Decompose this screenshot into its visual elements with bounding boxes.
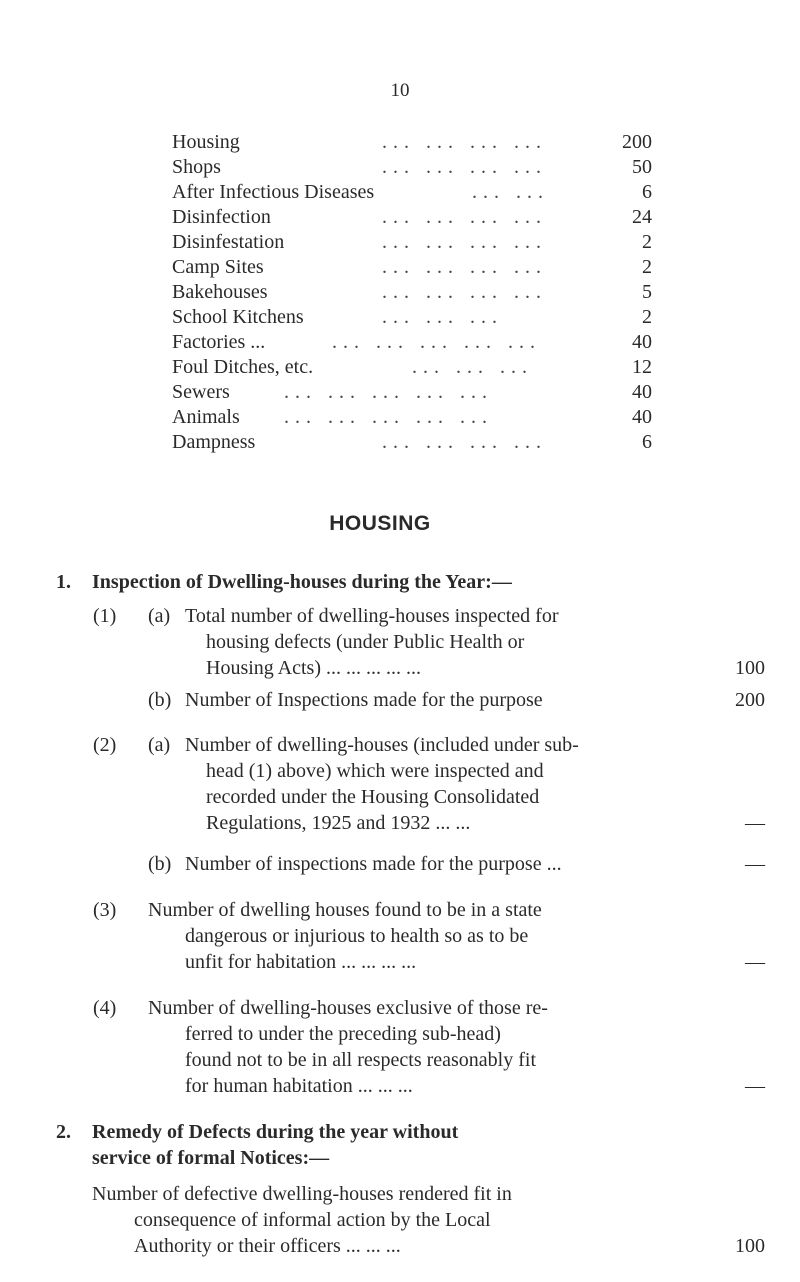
tally-row <box>172 206 652 228</box>
leader-dots: ... ... ... ... <box>382 131 547 153</box>
tally-count: 50 <box>632 156 652 178</box>
sub4-line: ferred to under the preceding sub-head) <box>185 1023 501 1045</box>
tally-row <box>172 406 652 428</box>
tally-label: Foul Ditches, etc. <box>172 356 314 378</box>
page-number: 10 <box>390 80 410 101</box>
item2-heading-text: Remedy of Defects during the year without <box>92 1121 459 1143</box>
leader-dots: ... ... ... ... ... <box>332 331 541 353</box>
item1-heading <box>56 570 512 594</box>
leader-dots: ... ... ... ... <box>382 156 547 178</box>
item2-number: 2. <box>56 1121 71 1143</box>
sub2-a-marker: (a) <box>148 734 171 756</box>
sub4-line: found not to be in all respects reasonably fit <box>185 1049 537 1071</box>
sub1-number: (1) <box>93 605 117 627</box>
tally-row <box>172 331 652 353</box>
tally-count: 6 <box>642 431 652 453</box>
sub3-line: unfit for habitation ... ... ... ... <box>185 951 417 973</box>
leader-dots: ... ... ... ... <box>382 256 547 278</box>
leader-dots: ... ... ... ... ... <box>284 406 493 428</box>
tally-label: Disinfestation <box>172 231 285 253</box>
item2-line: consequence of informal action by the Local <box>134 1209 491 1231</box>
sub2-b-marker: (b) <box>148 853 172 875</box>
item2-heading <box>56 1120 458 1144</box>
tally-row <box>172 381 652 403</box>
sub2-a-line: head (1) above) which were inspected and <box>206 760 544 782</box>
sub4-line: for human habitation ... ... ... <box>185 1075 413 1097</box>
tally-count: 40 <box>632 331 652 353</box>
sub3-line: Number of dwelling houses found to be in a state <box>148 899 542 921</box>
item2-value: 100 <box>735 1235 765 1257</box>
tally-row <box>172 281 652 303</box>
leader-dots: ... ... ... <box>412 356 533 378</box>
sub1-a-line: Total number of dwelling-houses inspected for <box>185 605 559 627</box>
sub3-value: — <box>745 951 765 973</box>
sub2-b-value: — <box>745 853 765 875</box>
sub2-a-value: — <box>745 812 765 834</box>
tally-count: 12 <box>632 356 652 378</box>
leader-dots: ... ... ... ... <box>382 431 547 453</box>
tally-label: Animals <box>172 406 240 428</box>
leader-dots: ... ... ... <box>382 306 503 328</box>
leader-dots: ... ... ... ... <box>382 231 547 253</box>
tally-label: Factories ... <box>172 331 266 353</box>
sub1-a-value: 100 <box>735 657 765 679</box>
sub2-a-line: Regulations, 1925 and 1932 ... ... <box>206 812 471 834</box>
tally-row <box>172 306 652 328</box>
sub1-a-line: Housing Acts) ... ... ... ... ... <box>206 657 421 679</box>
sub2-a-line: recorded under the Housing Consolidated <box>206 786 540 808</box>
tally-row <box>172 431 652 453</box>
sub4-line: Number of dwelling-houses exclusive of those re- <box>148 997 548 1019</box>
tally-label: Sewers <box>172 381 230 403</box>
tally-count: 24 <box>632 206 652 228</box>
sub2-number: (2) <box>93 734 117 756</box>
item2-line: Number of defective dwelling-houses rendered fit in <box>92 1183 512 1205</box>
tally-label: Camp Sites <box>172 256 264 278</box>
sub4-value: — <box>745 1075 765 1097</box>
tally-label: Dampness <box>172 431 256 453</box>
tally-row <box>172 231 652 253</box>
sub2-b-text: Number of inspections made for the purpose ... <box>185 853 562 875</box>
sub3-line: dangerous or injurious to health so as to be <box>185 925 529 947</box>
sub1-a-line: housing defects (under Public Health or <box>206 631 525 653</box>
leader-dots: ... ... <box>472 181 549 203</box>
leader-dots: ... ... ... ... <box>382 206 547 228</box>
tally-count: 6 <box>642 181 652 203</box>
tally-row <box>172 181 652 203</box>
sub1-b-marker: (b) <box>148 689 172 711</box>
item2-line: Authority or their officers ... ... ... <box>134 1235 401 1257</box>
sub2-a-line: Number of dwelling-houses (included under sub- <box>185 734 579 756</box>
leader-dots: ... ... ... ... <box>382 281 547 303</box>
tally-label: Shops <box>172 156 221 178</box>
tally-label: School Kitchens <box>172 306 304 328</box>
sub3-number: (3) <box>93 899 117 921</box>
tally-count: 40 <box>632 381 652 403</box>
sub1-a-marker: (a) <box>148 605 171 627</box>
tally-row <box>172 256 652 278</box>
item1-heading-text: Inspection of Dwelling-houses during the Year:— <box>92 571 512 593</box>
section-heading-housing: HOUSING <box>329 512 431 535</box>
tally-count: 2 <box>642 231 652 253</box>
tally-row <box>172 131 652 153</box>
sub4-number: (4) <box>93 997 117 1019</box>
tally-row <box>172 156 652 178</box>
item1-number: 1. <box>56 571 71 593</box>
tally-label: Housing <box>172 131 240 153</box>
tally-count: 200 <box>622 131 652 153</box>
tally-row <box>172 356 652 378</box>
sub1-b-value: 200 <box>735 689 765 711</box>
item2-heading-line: service of formal Notices:— <box>92 1147 330 1169</box>
sub1-b-text: Number of Inspections made for the purpose <box>185 689 543 711</box>
tally-count: 40 <box>632 406 652 428</box>
tally-label: After Infectious Diseases <box>172 181 375 203</box>
tally-count: 2 <box>642 256 652 278</box>
leader-dots: ... ... ... ... ... <box>284 381 493 403</box>
tally-count: 2 <box>642 306 652 328</box>
tally-label: Disinfection <box>172 206 271 228</box>
tally-label: Bakehouses <box>172 281 268 303</box>
tally-count: 5 <box>642 281 652 303</box>
